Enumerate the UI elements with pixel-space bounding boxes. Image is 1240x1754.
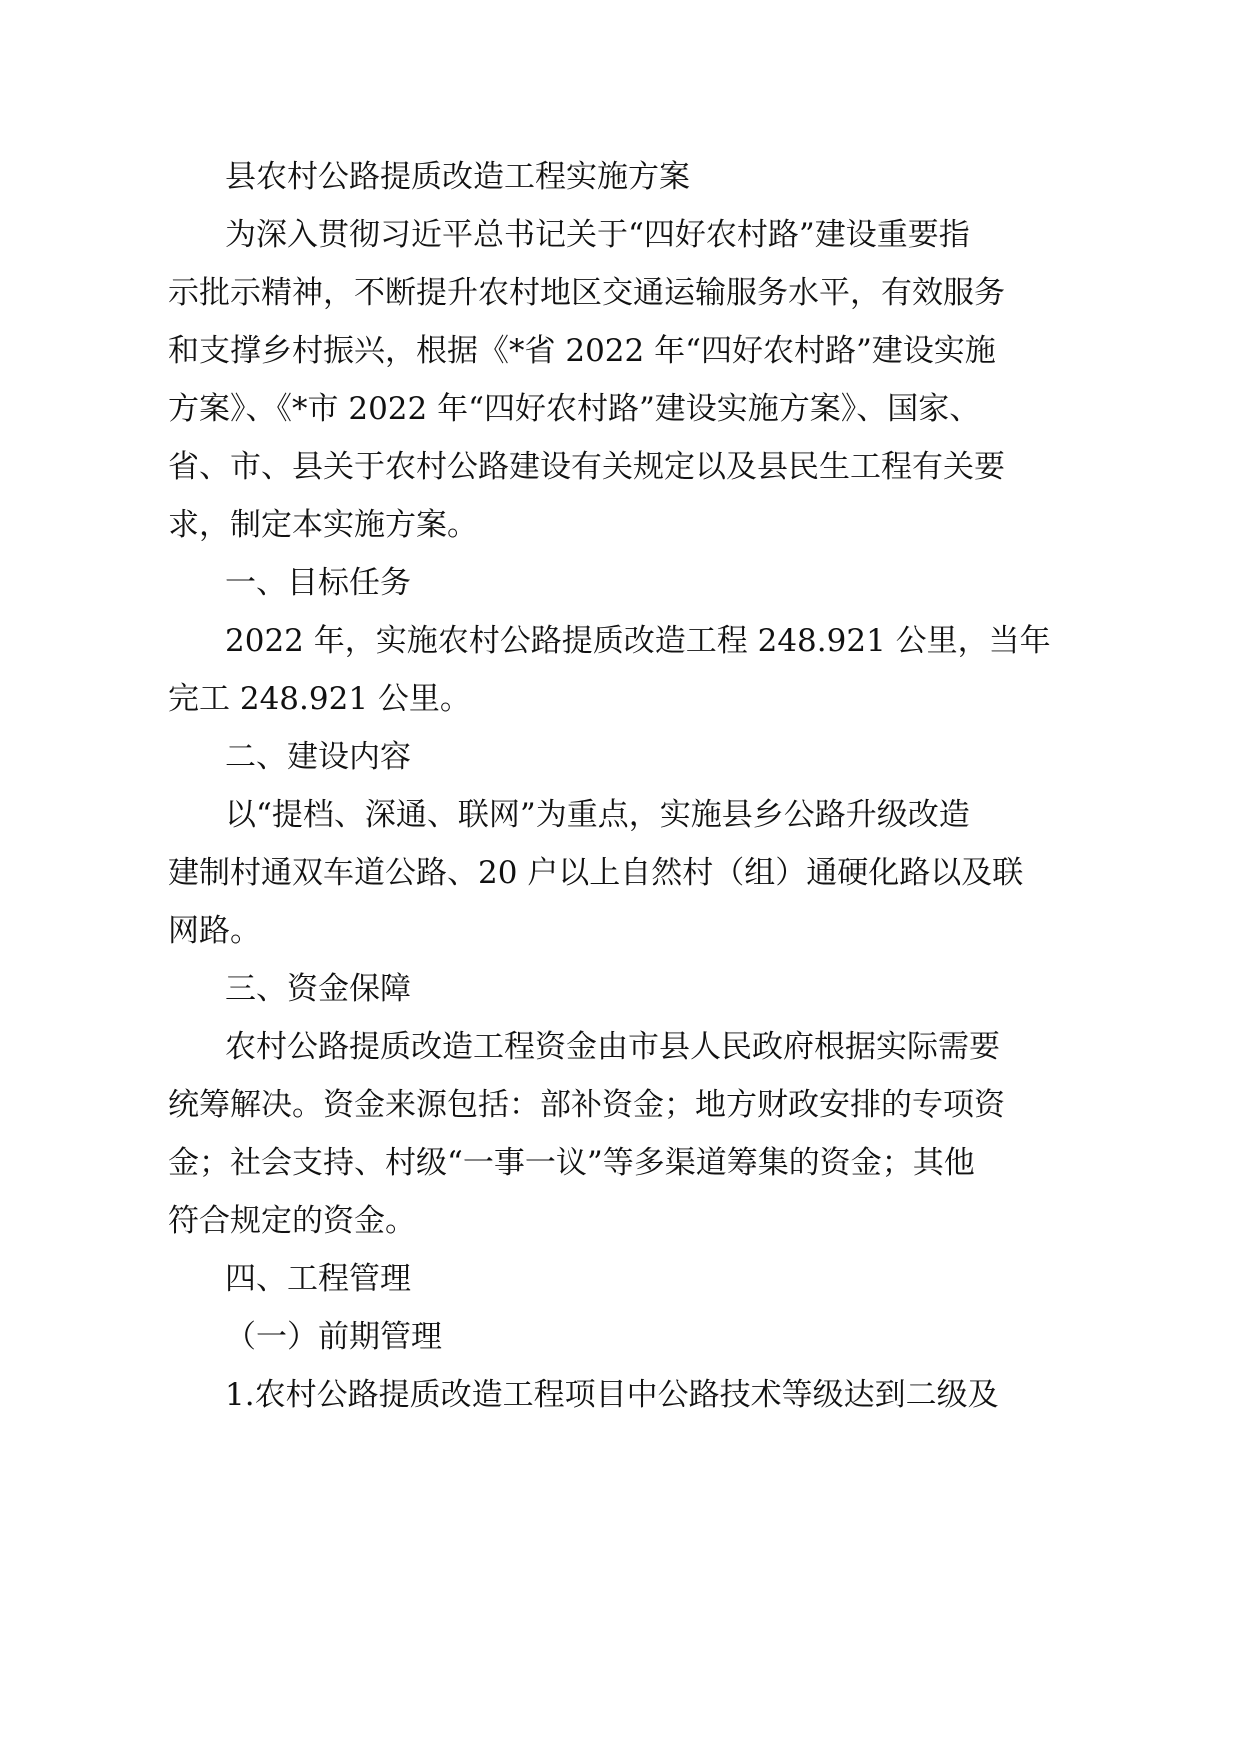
paragraph-line: 示批示精神，不断提升农村地区交通运输服务水平，有效服务 — [168, 275, 1005, 311]
document-title: 县农村公路提质改造工程实施方案 — [225, 159, 690, 195]
paragraph-line: 2022 年，实施农村公路提质改造工程 248.921 公里，当年 — [225, 623, 1051, 659]
paragraph-line: 统筹解决。资金来源包括：部补资金；地方财政安排的专项资 — [168, 1087, 1005, 1123]
paragraph-line: 符合规定的资金。 — [168, 1203, 416, 1239]
paragraph-line: 农村公路提质改造工程资金由市县人民政府根据实际需要 — [225, 1029, 1000, 1065]
paragraph-line: 以“提档、深通、联网”为重点，实施县乡公路升级改造 — [225, 797, 970, 833]
section-heading: 三、资金保障 — [225, 971, 411, 1007]
paragraph-line: 建制村通双车道公路、20 户以上自然村（组）通硬化路以及联 — [168, 855, 1024, 891]
paragraph-line: 1.农村公路提质改造工程项目中公路技术等级达到二级及 — [225, 1377, 999, 1413]
paragraph-line: 求，制定本实施方案。 — [168, 507, 478, 543]
paragraph-line: 为深入贯彻习近平总书记关于“四好农村路”建设重要指 — [225, 217, 970, 253]
section-heading: 一、目标任务 — [225, 565, 411, 601]
subsection-heading: （一）前期管理 — [225, 1319, 442, 1355]
paragraph-line: 金；社会支持、村级“一事一议”等多渠道筹集的资金；其他 — [168, 1145, 975, 1181]
paragraph-line: 方案》、《*市 2022 年“四好农村路”建设实施方案》、国家、 — [168, 391, 981, 427]
paragraph-line: 完工 248.921 公里。 — [168, 681, 471, 717]
section-heading: 四、工程管理 — [225, 1261, 411, 1297]
section-heading: 二、建设内容 — [225, 739, 411, 775]
paragraph-line: 和支撑乡村振兴，根据《*省 2022 年“四好农村路”建设实施 — [168, 333, 996, 369]
paragraph-line: 网路。 — [168, 913, 261, 949]
paragraph-line: 省、市、县关于农村公路建设有关规定以及县民生工程有关要 — [168, 449, 1005, 485]
